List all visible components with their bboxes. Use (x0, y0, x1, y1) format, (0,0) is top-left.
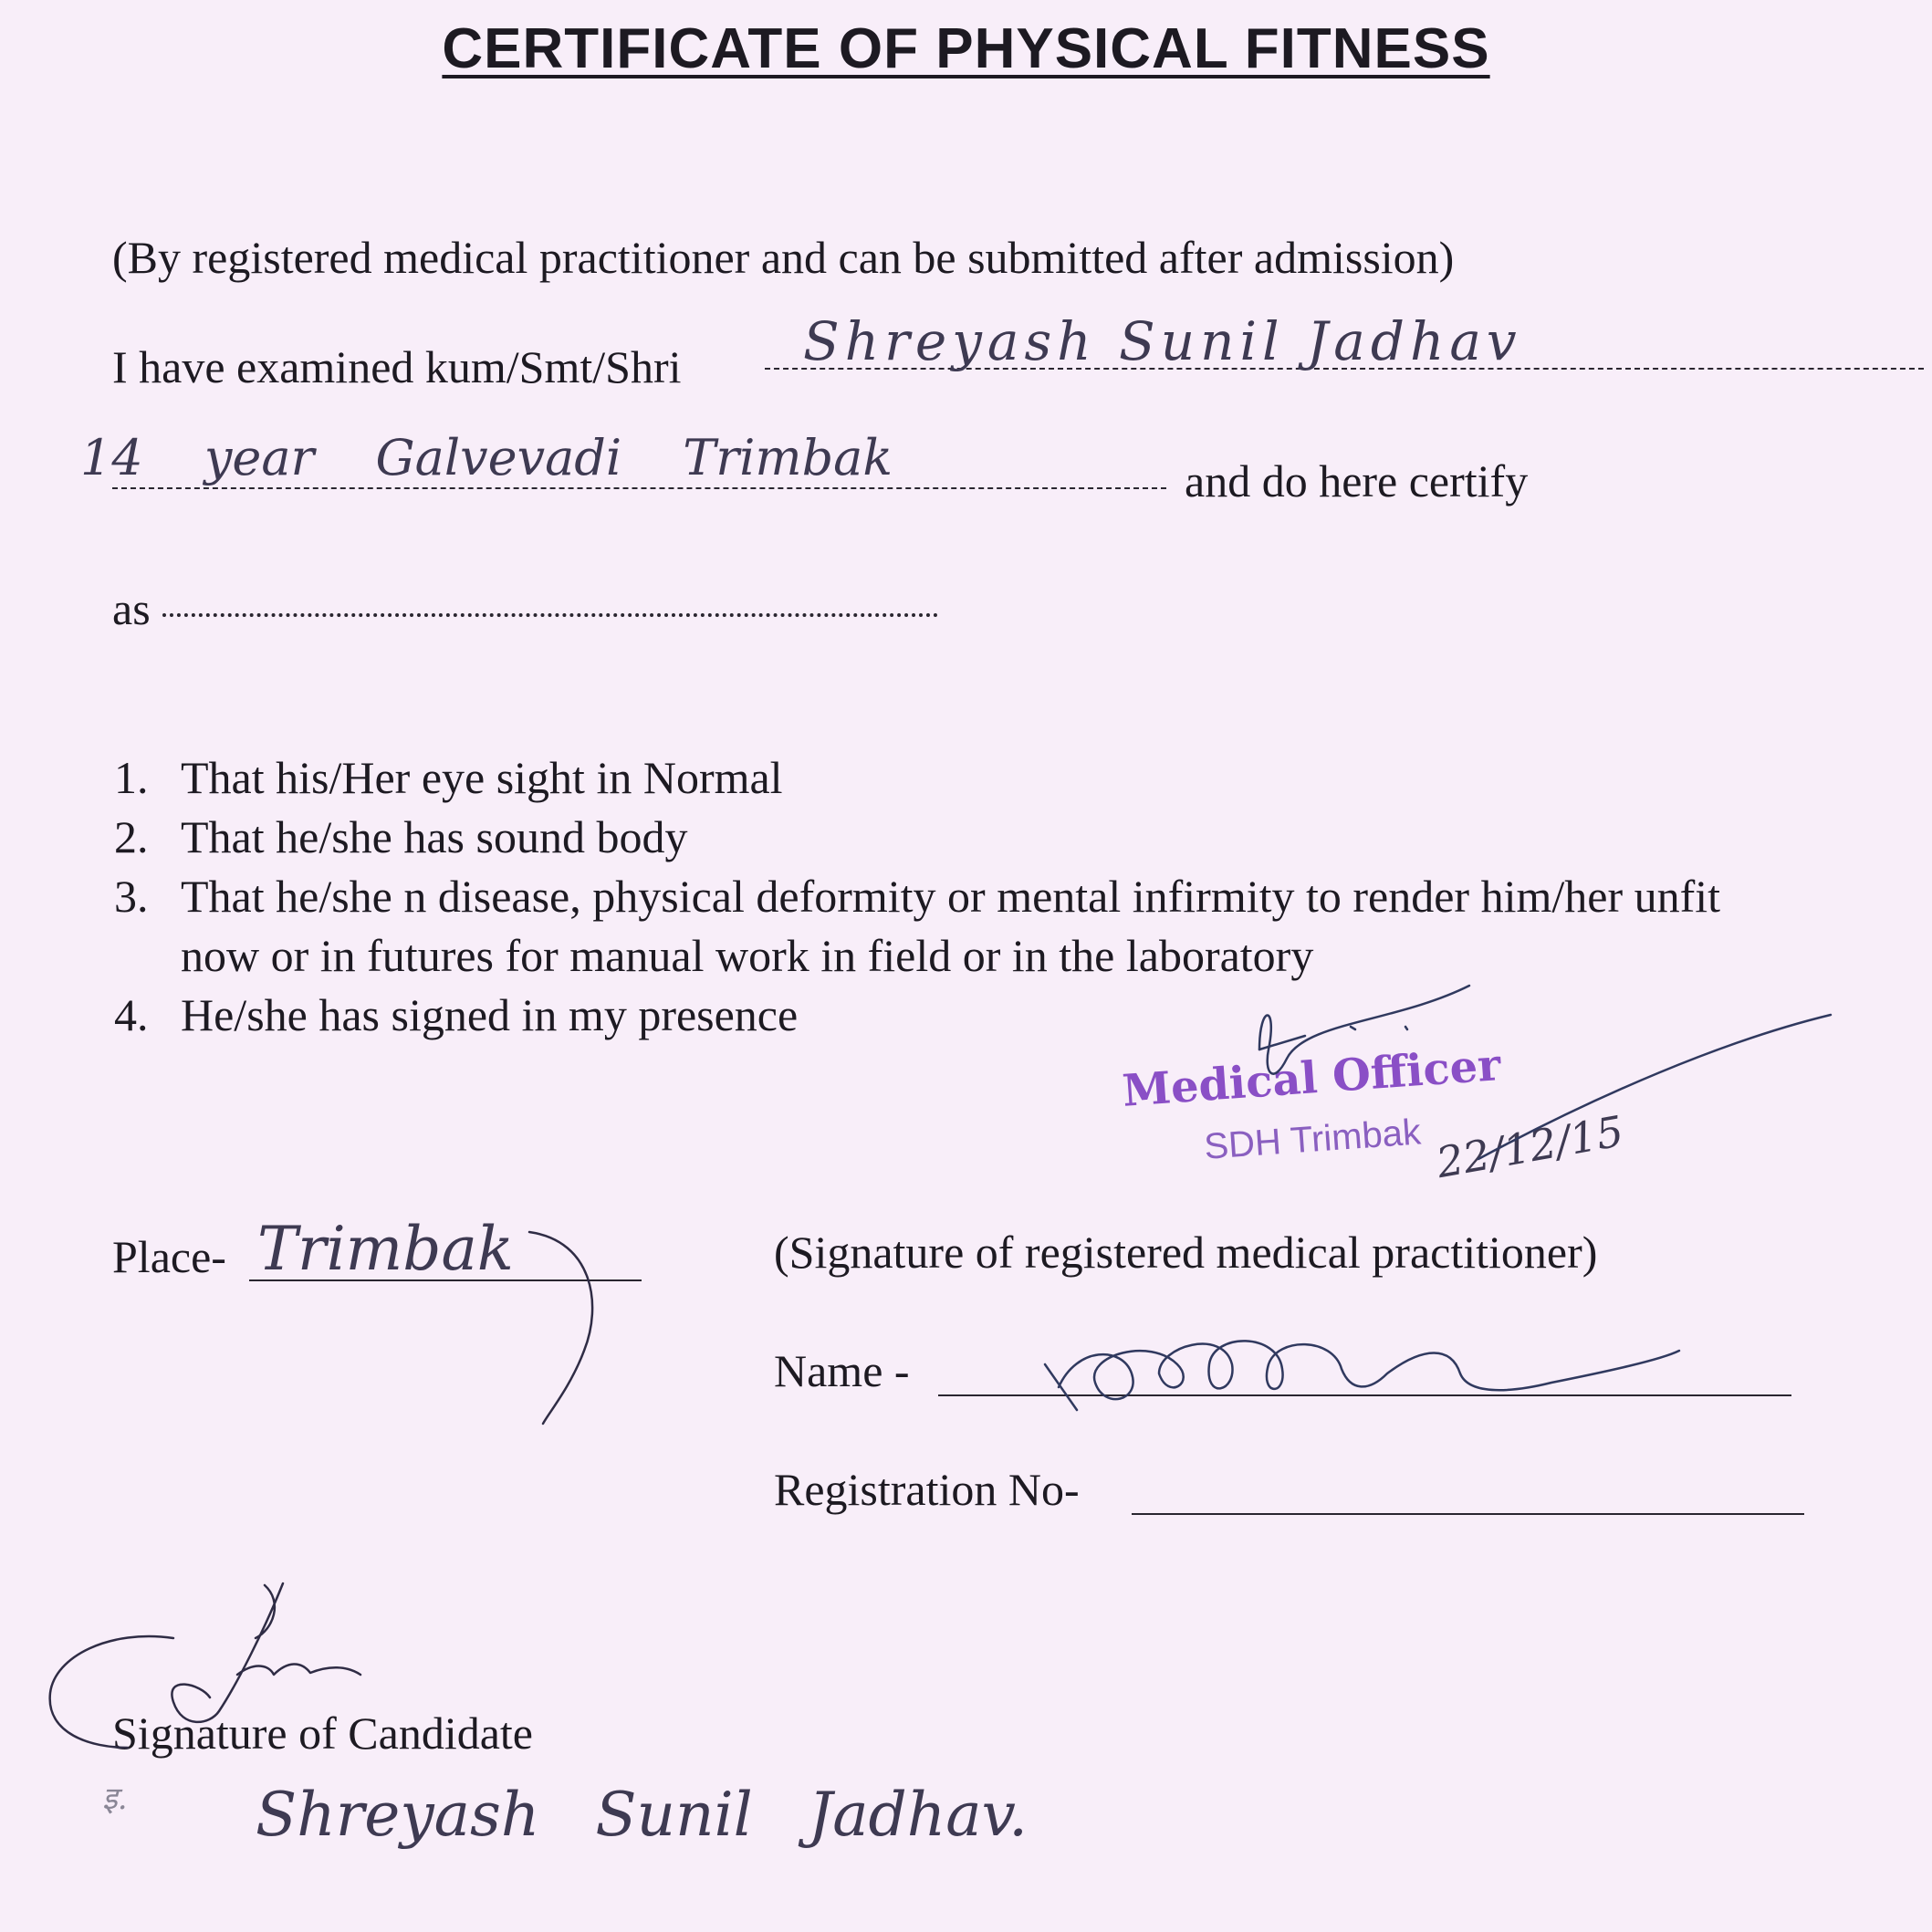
name-label: Name - (774, 1345, 910, 1396)
candidate-initial-mark: इ. (102, 1781, 128, 1817)
registration-label: Registration No- (774, 1464, 1080, 1515)
place-label: Place- (112, 1231, 226, 1282)
stamp-sdh-trimbak: SDH Trimbak (1203, 1112, 1423, 1167)
stamp-date-handwritten: 22/12/15 (1433, 1106, 1627, 1188)
examined-label: I have examined kum/Smt/Shri (112, 341, 682, 392)
certificate-title: CERTIFICATE OF PHYSICAL FITNESS (442, 17, 1490, 80)
practitioner-signature-label: (Signature of registered medical practitioner) (774, 1227, 1598, 1278)
registration-line (1132, 1513, 1804, 1515)
candidate-name-signed: Shreyash Sunil Jadhav. (256, 1780, 1029, 1850)
certify-text: and do here certify (1185, 455, 1529, 506)
point-4: 4. He/she has signed in my presence (114, 989, 799, 1040)
point-3: 3. That he/she n disease, physical deformity or mental infirmity to render him/her unfit (114, 871, 1721, 922)
place-flourish (520, 1223, 630, 1433)
as-line (162, 613, 938, 617)
point-3-continued: now or in futures for manual work in field or in the laboratory (181, 930, 1314, 981)
candidate-name-handwritten: Shreyash Sunil Jadhav (803, 310, 1522, 372)
intro-text: (By registered medical practitioner and can be submitted after admission) (112, 232, 1455, 283)
point-2: 2. That he/she has sound body (114, 811, 688, 862)
medical-officer-signature (1250, 986, 1834, 1168)
candidate-signature-label: Signature of Candidate (112, 1707, 533, 1759)
address-line (112, 487, 1166, 489)
practitioner-signature (1040, 1310, 1697, 1419)
place-handwritten: Trimbak (257, 1214, 514, 1284)
address-handwritten: 14 year Galvevadi Trimbak (80, 429, 893, 486)
as-label: as (112, 583, 151, 634)
candidate-signature (37, 1574, 402, 1757)
point-1: 1. That his/Her eye sight in Normal (114, 752, 783, 803)
stamp-medical-officer: Medical Officer (1121, 1039, 1503, 1117)
